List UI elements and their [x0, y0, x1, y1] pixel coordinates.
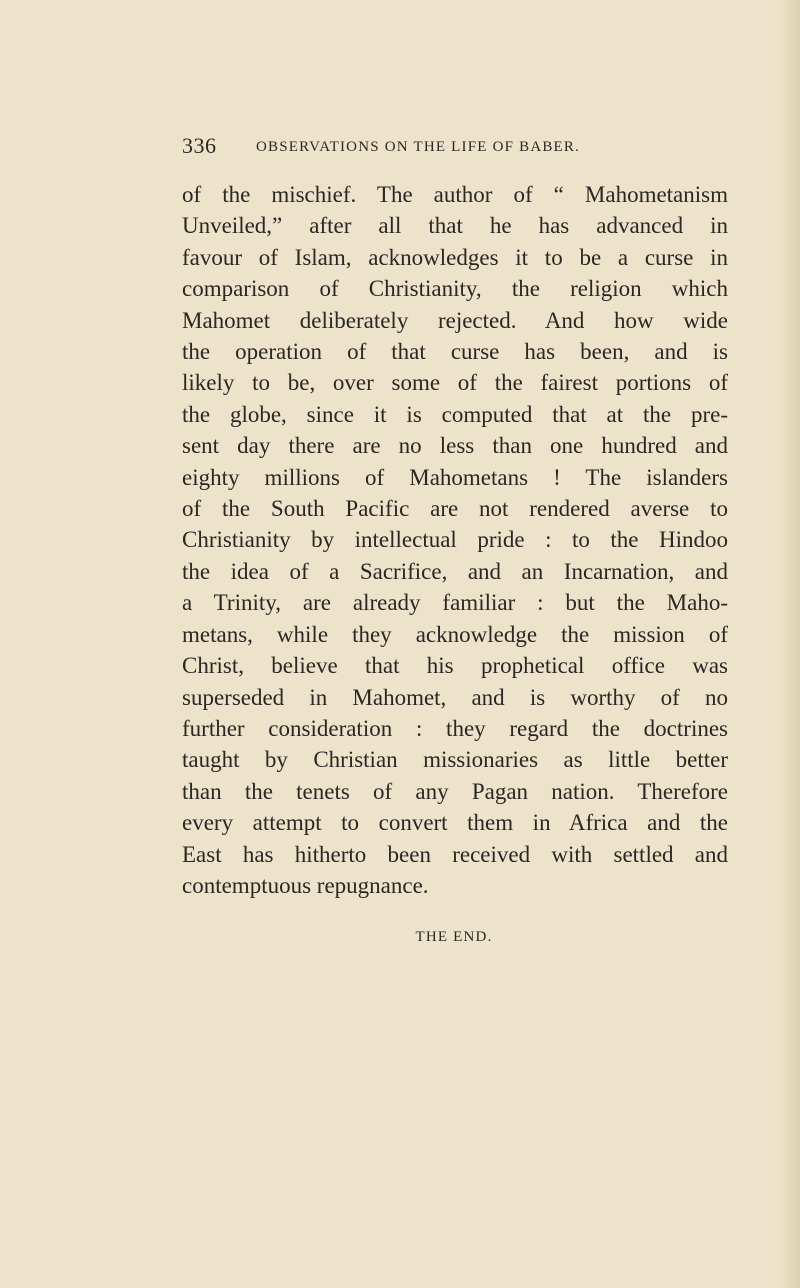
- text-line: contemptuous repugnance.: [182, 872, 429, 898]
- text-line: likely to be, over some of the fairest portions of: [182, 370, 728, 396]
- text-line: East has hitherto been received with settled and: [182, 841, 728, 867]
- text-line: comparison of Christianity, the religion which: [182, 276, 728, 302]
- page-header: [182, 133, 652, 163]
- the-end-label: THE END.: [415, 929, 493, 945]
- text-line: taught by Christian missionaries as little better: [182, 747, 728, 773]
- text-line: a Trinity, are already familiar : but the Maho-: [182, 590, 728, 616]
- text-line: every attempt to convert them in Africa and the: [182, 810, 728, 836]
- text-line: of the South Pacific are not rendered averse to: [182, 496, 728, 522]
- running-head: OBSERVATIONS ON THE LIFE OF BABER.: [256, 139, 581, 155]
- text-line: metans, while they acknowledge the mission of: [182, 621, 728, 647]
- text-line: the operation of that curse has been, and is: [182, 339, 728, 365]
- text-line: further consideration : they regard the doctrines: [182, 715, 728, 741]
- text-line: favour of Islam, acknowledges it to be a curse in: [182, 244, 728, 270]
- text-line: Christ, believe that his prophetical office was: [182, 653, 728, 679]
- text-line: Christianity by intellectual pride : to the Hindoo: [182, 527, 728, 553]
- text-line: sent day there are no less than one hundred and: [182, 433, 728, 459]
- page-edge-shadow: [778, 0, 800, 1288]
- page-number: 336: [182, 133, 217, 158]
- text-line: the idea of a Sacrifice, and an Incarnation, and: [182, 558, 728, 584]
- text-line: Mahomet deliberately rejected. And how wide: [182, 307, 728, 333]
- text-line: eighty millions of Mahometans ! The islanders: [182, 464, 728, 490]
- text-line: the globe, since it is computed that at the pre-: [182, 401, 728, 427]
- text-line: of the mischief. The author of “ Mahometanism: [182, 182, 728, 207]
- text-line: than the tenets of any Pagan nation. Therefore: [182, 778, 728, 804]
- text-line: superseded in Mahomet, and is worthy of no: [182, 684, 728, 710]
- body-paragraph: [182, 179, 728, 901]
- text-line: Unveiled,” after all that he has advanced in: [182, 213, 728, 239]
